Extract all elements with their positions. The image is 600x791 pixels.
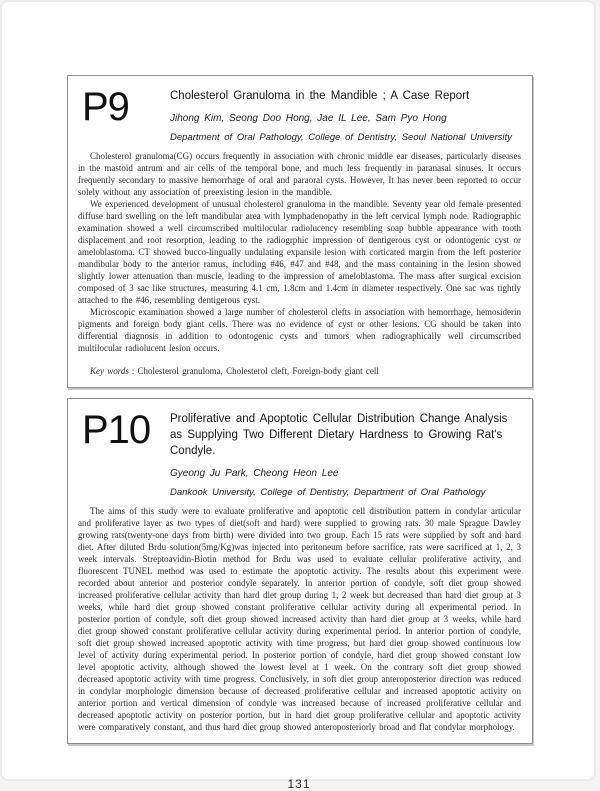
abstract-authors: Jihong Kim, Seong Doo Hong, Jae IL Lee, Sam Pyo Hong xyxy=(170,113,447,124)
abstract-affiliation: Dankook University, College of Dentistry, Department of Oral Pathology xyxy=(170,487,486,498)
abstract-body xyxy=(78,150,521,377)
abstract-id-label: P10 xyxy=(82,408,151,452)
abstract-authors: Gyeong Ju Park, Cheong Heon Lee xyxy=(170,468,339,479)
page-number: 131 xyxy=(287,777,311,791)
abstract-paragraph: We experienced development of unusual cholesterol granuloma in the mandible. Seventy year old female presented diffuse hard swelling on the left mandibular area with lymphadenopathy in the left cervical lymph node. Radiographic examination showed a well circumscribed multilocular radiolucency resembling soap bubble appearance with tooth displacement and root resorption, leading to the radiogrphic impression of dentigerous cyst or odontogenic cyst or ameloblastoma. CT showed bucco-lingually undulating expansile lesion with corticated margin from the left posterior mandibular body to the anterior ramus, including #46, #47 and #48, and the mass containing in the lesion showed slightly lower attenuation than muscle, leading to the impression of ameloblastoma. The mass after surgical excision composed of 3 sac like structures, measuring 4.1 cm, 1.8cm and 1.4cm in diameter respectively. One sac was tightly attached to the #46, resembling dentigerous cyst. xyxy=(78,199,521,305)
abstract-header-right xyxy=(170,85,521,143)
abstract-paragraph: Microscopic examination showed a large number of cholesterol clefts in association with hemorrhage, hemosiderin pigments and foreign body giant cells. There was no evidence of cyst or other lesions. CG should be taken into differential diagnosis in addition to odontogenic cysts and tumors when radiographically well circumscribed multilocular radiolucent lesion occurs. xyxy=(78,307,521,353)
abstract-title: Cholesterol Granuloma in the Mandible ; A Case Report xyxy=(170,90,470,102)
keywords-separator: : xyxy=(131,366,135,376)
abstract-body xyxy=(78,505,521,733)
keywords-line xyxy=(78,365,521,377)
abstract-box-p10 xyxy=(67,398,533,744)
abstract-paragraph: The aims of this study were to evaluate proliferative and apoptotic cell distribution pattern in condylar articular and proliferative layer as two types of diet(soft and hard) were supplied to growing rats. 30 male Sprague Dawley growing rats(twenty-one days from birth) were divided into two group. Each 15 rats were supplied by soft and hard diet. After diluted Brdu solution(5mg/Kg)was injected into peritoneum before sacrifice, rats were sacrificed at 1, 2, 3 week intervals. Streptoavidin-Biotin method for Brdu was used to evaluate cellular proliferative activity, and fluorescent TUNEL method was used to estimate the apoptotic activity. The results about this experiment were recorded about anterior and posterior condyle separately. In anterior portion of condyle, soft diet group showed increased proliferative cellular activity than hard diet group during 1, 2 week but decreased than hard diet group at 3 weeks, while hard diet group showed constant proliferative cellular activity during all experimental period. In posterior portion of condyle, soft diet group showed increased activity than hard diet group at 3 weeks, while hard diet group showed constant proliferative cellular activity during experimental period. In anterior portion of condyle, soft diet group showed increased apoptotic activity with time progress, but hard diet group showed continuous low level of activity during experimental period. In posterior portion of condyle, hard diet group showed constant low level apoptotic activity, although showed the lowest level at 1 week. On the contrary soft diet group showed decreased apoptotic activity with time progress. Conclusively, in soft diet group anteroposterior direction was reduced in condylar morphologic dimension because of decreased proliferative cellular and increased apoptotic activity on anterior portion and vertical dimension of condyle was increased because of increased proliferative cellular and decreased apoptotic activity on posterior portion, but in hard diet group proliferative cellular and apoptotic activity were comparatively constant, and thus hard diet group showed anteroposteriorly broad and flat condylar morphology. xyxy=(78,506,521,732)
abstract-paragraph: Cholesterol granuloma(CG) occurs frequently in association with chronic middle ear diseases, particularly diseases in the mastoid antrum and air cells of the temporal bone, and much less frequently in paranasal sinuses. It occurs frequently secondary to massive hemorrhage of oral and paraoral cysts. However, It has never been reported to occur solely without any association of preexisting lesion in the mandible. xyxy=(78,151,521,197)
abstract-box-p9 xyxy=(67,75,533,388)
keywords-list: Cholesterol granuloma, Cholesterol cleft, Foreign-body giant cell xyxy=(137,366,379,376)
abstract-id-label: P9 xyxy=(82,85,129,129)
abstract-affiliation: Department of Oral Pathology, College of Dentistry, Seoul National University xyxy=(170,132,512,143)
abstract-header xyxy=(78,408,521,498)
abstract-header-right xyxy=(170,408,521,498)
abstract-header xyxy=(78,85,521,143)
abstract-title: Proliferative and Apoptotic Cellular Distribution Change Analysis as Supplying Two Different Dietary Hardness to Growing Rat's Condyle. xyxy=(170,413,508,457)
keywords-label: Key words xyxy=(90,366,129,376)
